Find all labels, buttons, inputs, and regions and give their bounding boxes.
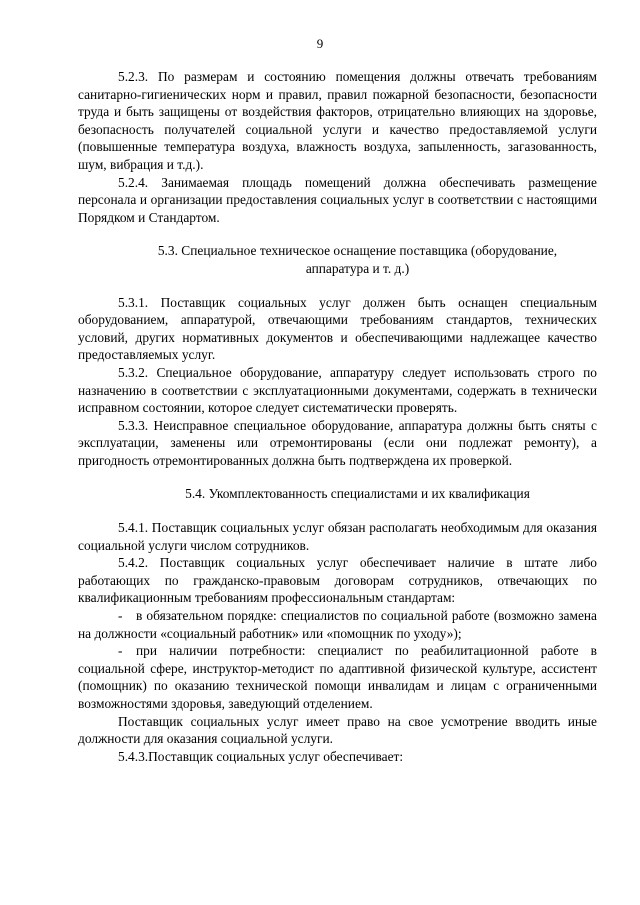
paragraph-5-3-3: 5.3.3. Неисправное специальное оборудование, аппаратура должны быть сняты с эксплуатации, заменены или отремонтированы (если они подлежат ремонту), а пригодность отремонтированных должна быть подтверждена их проверкой. xyxy=(78,417,597,468)
section-heading-5-3-line-1: 5.3. Специальное техническое оснащение поставщика (оборудование, xyxy=(157,243,558,259)
paragraph-5-2-4: 5.2.4. Занимаемая площадь помещений должна обеспечивать размещение персонала и организации предоставления социальных услуг в соответствии с настоящими Порядком и Стандартом. xyxy=(78,174,597,225)
paragraph-5-3-1: 5.3.1. Поставщик социальных услуг должен быть оснащен специальным оборудованием, аппаратурой, отвечающими требованиям стандартов, технических условий, других нормативных документов и обеспечивающими надлежащее качество предоставляемых услуг. xyxy=(78,294,597,363)
paragraph-5-2-3: 5.2.3. По размерам и состоянию помещения должны отвечать требованиям санитарно-гигиенических норм и правил, правил пожарной безопасности, безопасности труда и быть защищены от воздействия факторов, отрицательно влияющих на здоровье, безопасность получателей социальной услуги и качество предоставляемой услуги (повышенные температура воздуха, влажность воздуха, запыленность, загазованность, шум, вибрация и т.д.). xyxy=(78,69,597,172)
section-heading-5-3 xyxy=(78,242,597,277)
list-item-optional xyxy=(78,642,597,712)
list-dash: - xyxy=(118,608,123,624)
paragraph-supplier-right: Поставщик социальных услуг имеет право на свое усмотрение вводить иные должности для оказания социальной услуги. xyxy=(78,713,597,747)
list-dash: - xyxy=(118,643,123,659)
page-number: 9 xyxy=(316,36,324,51)
list-item-required-text: в обязательном порядке: специалистов по социальной работе (возможно замена на должности «социальный работник» или «помощник по уходу»); xyxy=(78,608,597,641)
section-heading-5-4: 5.4. Укомплектованность специалистами и их квалификация xyxy=(185,486,530,502)
document-body xyxy=(78,68,597,765)
section-heading-5-3-line-2: аппаратура и т. д.) xyxy=(305,260,410,276)
paragraph-5-4-3: 5.4.3.Поставщик социальных услуг обеспечивает: xyxy=(118,748,404,764)
list-item-optional-text: при наличии потребности: специалист по реабилитационной работе в социальной сфере, инструктор-методист по адаптивной физической культуре, ассистент (помощник) по оказанию технической помощи инвалидам и лицам с ограниченными возможностями здоровья, заведующий отделением. xyxy=(78,643,597,711)
paragraph-5-4-1: 5.4.1. Поставщик социальных услуг обязан располагать необходимым для оказания социальной услуги числом сотрудников. xyxy=(78,520,597,553)
paragraph-5-3-2: 5.3.2. Специальное оборудование, аппаратуру следует использовать строго по назначению в соответствии с эксплуатационными документами, содержать в технически исправном состоянии, которое следует систематически проверять. xyxy=(78,364,597,416)
list-item-required xyxy=(78,607,597,642)
paragraph-5-4-2: 5.4.2. Поставщик социальных услуг обеспечивает наличие в штате либо работающих по гражданско-правовым договорам сотрудников, отвечающих по квалификационным требованиям профессиональным стандартам: xyxy=(78,555,597,606)
